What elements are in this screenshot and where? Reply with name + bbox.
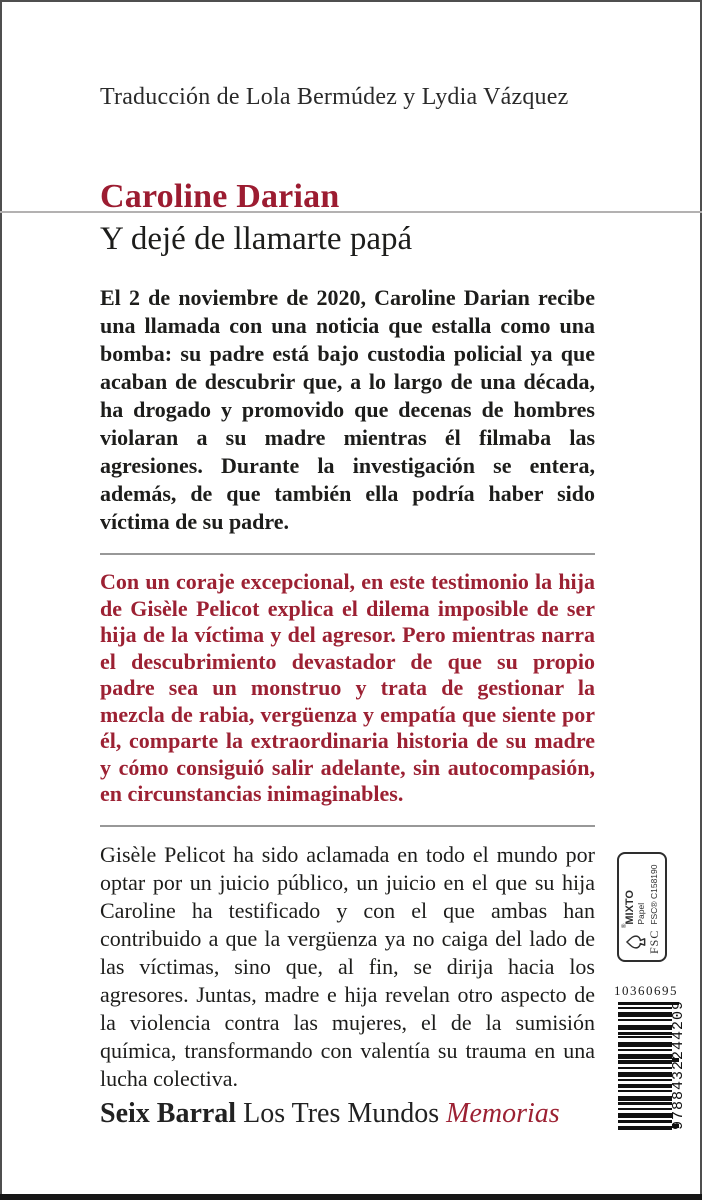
genre-label: Memorias — [446, 1098, 560, 1129]
isbn-number: 9788432244209 — [670, 999, 687, 1130]
fsc-type-label: MIXTO — [624, 890, 637, 925]
barcode-icon — [618, 1002, 672, 1130]
fsc-material-label: Papel — [636, 902, 647, 925]
divider-line — [100, 553, 595, 555]
imprint-line — [100, 1098, 560, 1130]
back-cover-text-column — [100, 284, 595, 1093]
translation-credit: Traducción de Lola Bermúdez y Lydia Vázquez — [100, 84, 569, 110]
collection-name: Los Tres Mundos — [243, 1098, 440, 1129]
page-border-left — [0, 0, 2, 1200]
blurb-paragraph: Con un coraje excepcional, en este testimonio la hija de Gisèle Pelicot explica el dilema imposible de ser hija de la víctima y del agresor. Pero mientras narra el descubrimiento devastador de que su propio padre sea un monstruo y trata de gestionar la mezcla de rabia, vergüenza y empatía que siente por él, comparte la extraordinaria historia de su madre y cómo consiguió salir adelante, sin autocompasión, en circunstancias inimaginables. — [100, 569, 595, 806]
page-border-bottom — [0, 1194, 702, 1200]
fsc-license-code: FSC® C158190 — [648, 864, 659, 925]
fsc-logo — [621, 923, 661, 954]
publisher-name: Seix Barral — [100, 1098, 237, 1129]
book-title: Y dejé de llamarte papá — [100, 221, 413, 257]
fsc-text-block — [624, 865, 659, 925]
divider-line — [100, 825, 595, 827]
fsc-wordmark: FSC — [646, 929, 661, 954]
context-paragraph: Gisèle Pelicot ha sido aclamada en todo el mundo por optar por un juicio público, un juicio en el que su hija Caroline ha testificado y con el que ambas han contribuido a que la vergüenza ya no caiga del lado de las víctimas, sino que, al fin, se dirija hacia los agresores. Juntas, madre e hija revelan otro aspecto de la violencia contra las mujeres, el de la sumisión química, transformando con valentía su trauma en una lucha colectiva. — [100, 841, 595, 1091]
synopsis-paragraph: El 2 de noviembre de 2020, Caroline Darian recibe una llamada con una noticia que estalla como una bomba: su padre está bajo custodia policial ya que acaban de descubrir que, a lo largo de una década, ha drogado y promovido que decenas de hombres violaran a su madre mientras él filmaba las agresiones. Durante la investigación se entera, además, de que también ella podría haber sido víctima de su padre. — [100, 285, 595, 534]
fsc-certification-label — [617, 852, 667, 962]
author-name: Caroline Darian — [100, 178, 340, 215]
page-border-top — [0, 0, 702, 2]
product-code: 10360695 — [614, 983, 678, 998]
registered-mark: ® — [621, 923, 628, 929]
fsc-tree-icon — [625, 932, 647, 952]
